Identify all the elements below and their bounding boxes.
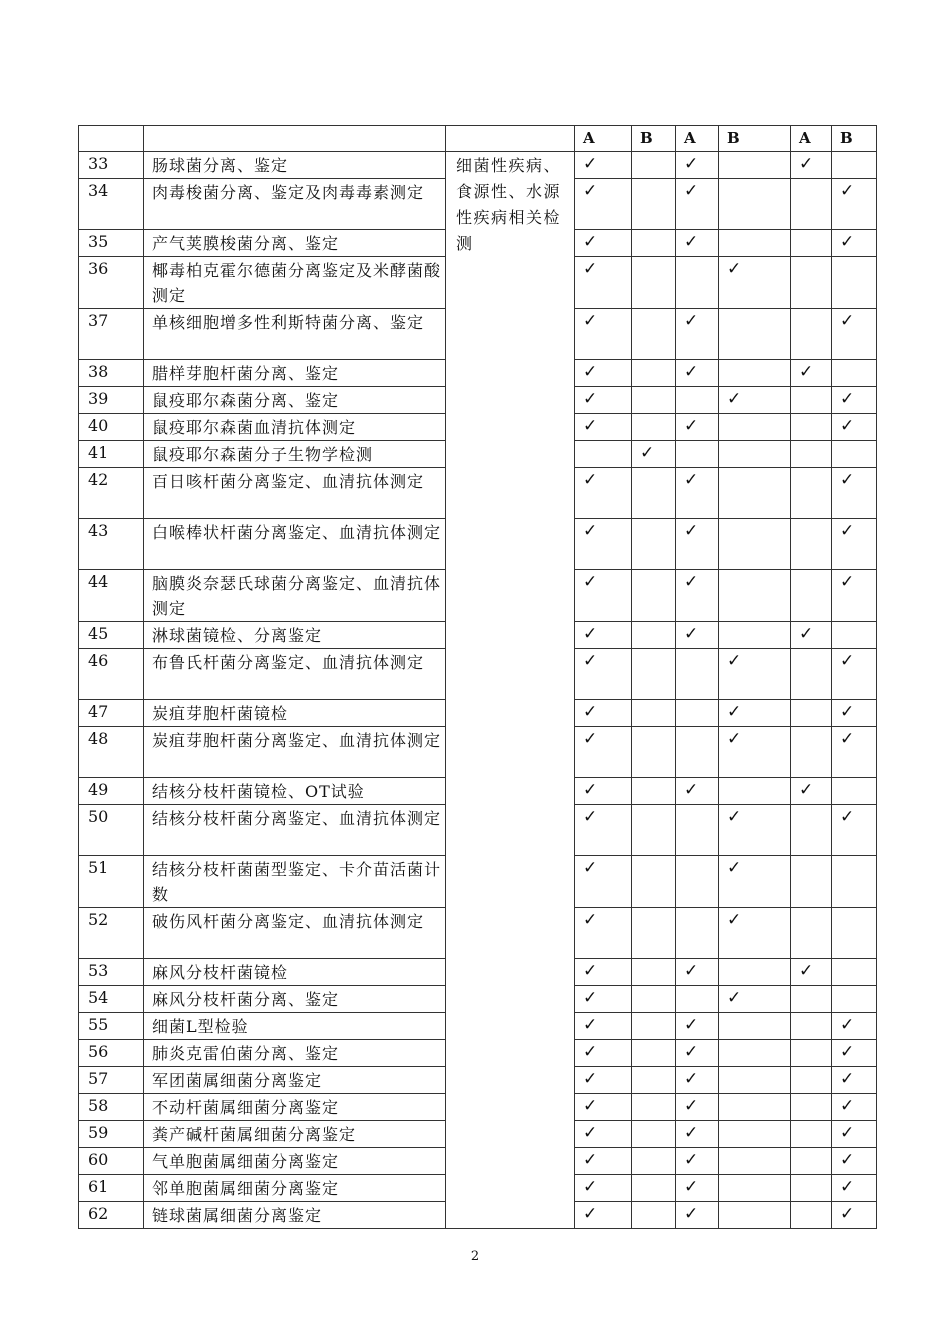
check-mark-cell: ✓ bbox=[791, 360, 832, 387]
row-number: 57 bbox=[79, 1067, 144, 1094]
empty-mark-cell bbox=[676, 986, 719, 1013]
check-mark-cell: ✓ bbox=[832, 700, 877, 727]
check-mark-cell: ✓ bbox=[791, 959, 832, 986]
row-item: 脑膜炎奈瑟氏球菌分离鉴定、血清抗体测定 bbox=[144, 570, 446, 622]
empty-mark-cell bbox=[832, 152, 877, 179]
empty-mark-cell bbox=[719, 622, 791, 649]
empty-mark-cell bbox=[832, 360, 877, 387]
empty-mark-cell bbox=[791, 519, 832, 570]
check-mark-cell: ✓ bbox=[832, 1202, 877, 1229]
check-mark-cell: ✓ bbox=[832, 649, 877, 700]
check-mark-cell: ✓ bbox=[832, 519, 877, 570]
check-mark-cell: ✓ bbox=[575, 908, 632, 959]
check-mark-cell: ✓ bbox=[832, 414, 877, 441]
empty-mark-cell bbox=[676, 257, 719, 309]
empty-mark-cell bbox=[632, 179, 676, 230]
check-mark-cell: ✓ bbox=[719, 727, 791, 778]
empty-mark-cell bbox=[632, 468, 676, 519]
empty-mark-cell bbox=[632, 1202, 676, 1229]
row-item: 麻风分枝杆菌分离、鉴定 bbox=[144, 986, 446, 1013]
table-row bbox=[79, 152, 877, 179]
row-number: 48 bbox=[79, 727, 144, 778]
check-mark-cell: ✓ bbox=[719, 387, 791, 414]
row-number: 37 bbox=[79, 309, 144, 360]
empty-mark-cell bbox=[632, 1013, 676, 1040]
check-mark-cell: ✓ bbox=[676, 468, 719, 519]
empty-mark-cell bbox=[632, 1040, 676, 1067]
header-row bbox=[79, 126, 877, 152]
check-mark-cell: ✓ bbox=[676, 1040, 719, 1067]
check-mark-cell: ✓ bbox=[676, 570, 719, 622]
empty-mark-cell bbox=[791, 986, 832, 1013]
row-number: 34 bbox=[79, 179, 144, 230]
empty-mark-cell bbox=[719, 519, 791, 570]
row-number: 62 bbox=[79, 1202, 144, 1229]
check-mark-cell: ✓ bbox=[676, 179, 719, 230]
empty-mark-cell bbox=[719, 230, 791, 257]
row-number: 45 bbox=[79, 622, 144, 649]
row-item: 炭疽芽胞杆菌分离鉴定、血清抗体测定 bbox=[144, 727, 446, 778]
check-mark-cell: ✓ bbox=[575, 622, 632, 649]
check-mark-cell: ✓ bbox=[575, 649, 632, 700]
empty-mark-cell bbox=[791, 1175, 832, 1202]
empty-mark-cell bbox=[791, 179, 832, 230]
check-mark-cell: ✓ bbox=[676, 360, 719, 387]
check-mark-cell: ✓ bbox=[832, 387, 877, 414]
empty-mark-cell bbox=[676, 700, 719, 727]
check-mark-cell: ✓ bbox=[575, 230, 632, 257]
row-item: 白喉棒状杆菌分离鉴定、血清抗体测定 bbox=[144, 519, 446, 570]
empty-mark-cell bbox=[832, 257, 877, 309]
check-mark-cell: ✓ bbox=[575, 778, 632, 805]
row-number: 60 bbox=[79, 1148, 144, 1175]
empty-mark-cell bbox=[632, 360, 676, 387]
header-category-cell bbox=[446, 126, 575, 152]
check-mark-cell: ✓ bbox=[575, 805, 632, 856]
row-number: 49 bbox=[79, 778, 144, 805]
empty-mark-cell bbox=[791, 1040, 832, 1067]
row-item: 破伤风杆菌分离鉴定、血清抗体测定 bbox=[144, 908, 446, 959]
check-mark-cell: ✓ bbox=[575, 414, 632, 441]
check-mark-cell: ✓ bbox=[575, 1013, 632, 1040]
check-mark-cell: ✓ bbox=[719, 257, 791, 309]
row-number: 54 bbox=[79, 986, 144, 1013]
check-mark-cell: ✓ bbox=[575, 959, 632, 986]
row-number: 35 bbox=[79, 230, 144, 257]
check-mark-cell: ✓ bbox=[791, 778, 832, 805]
check-mark-cell: ✓ bbox=[676, 309, 719, 360]
check-mark-cell: ✓ bbox=[676, 1121, 719, 1148]
row-number: 53 bbox=[79, 959, 144, 986]
row-number: 43 bbox=[79, 519, 144, 570]
empty-mark-cell bbox=[791, 441, 832, 468]
header-item-cell bbox=[144, 126, 446, 152]
check-mark-cell: ✓ bbox=[791, 152, 832, 179]
empty-mark-cell bbox=[632, 414, 676, 441]
empty-mark-cell bbox=[791, 1094, 832, 1121]
row-item: 淋球菌镜检、分离鉴定 bbox=[144, 622, 446, 649]
empty-mark-cell bbox=[791, 414, 832, 441]
check-mark-cell: ✓ bbox=[676, 778, 719, 805]
row-item: 军团菌属细菌分离鉴定 bbox=[144, 1067, 446, 1094]
empty-mark-cell bbox=[832, 959, 877, 986]
empty-mark-cell bbox=[632, 778, 676, 805]
check-mark-cell: ✓ bbox=[575, 468, 632, 519]
empty-mark-cell bbox=[832, 908, 877, 959]
empty-mark-cell bbox=[632, 152, 676, 179]
empty-mark-cell bbox=[791, 257, 832, 309]
empty-mark-cell bbox=[832, 441, 877, 468]
page-number: 2 bbox=[470, 1249, 480, 1264]
check-mark-cell: ✓ bbox=[632, 441, 676, 468]
check-mark-cell: ✓ bbox=[832, 1121, 877, 1148]
empty-mark-cell bbox=[632, 700, 676, 727]
empty-mark-cell bbox=[632, 622, 676, 649]
check-mark-cell: ✓ bbox=[575, 1148, 632, 1175]
empty-mark-cell bbox=[632, 1094, 676, 1121]
empty-mark-cell bbox=[632, 908, 676, 959]
check-mark-cell: ✓ bbox=[575, 727, 632, 778]
row-number: 56 bbox=[79, 1040, 144, 1067]
empty-mark-cell bbox=[632, 257, 676, 309]
empty-mark-cell bbox=[632, 387, 676, 414]
row-item: 肠球菌分离、鉴定 bbox=[144, 152, 446, 179]
empty-mark-cell bbox=[676, 649, 719, 700]
row-number: 51 bbox=[79, 856, 144, 908]
empty-mark-cell bbox=[719, 1202, 791, 1229]
row-number: 40 bbox=[79, 414, 144, 441]
empty-mark-cell bbox=[791, 1067, 832, 1094]
check-mark-cell: ✓ bbox=[832, 230, 877, 257]
check-mark-cell: ✓ bbox=[676, 1067, 719, 1094]
empty-mark-cell bbox=[632, 805, 676, 856]
check-mark-cell: ✓ bbox=[575, 1067, 632, 1094]
empty-mark-cell bbox=[632, 649, 676, 700]
empty-mark-cell bbox=[791, 468, 832, 519]
check-mark-cell: ✓ bbox=[832, 1148, 877, 1175]
row-item: 腊样芽胞杆菌分离、鉴定 bbox=[144, 360, 446, 387]
empty-mark-cell bbox=[632, 1175, 676, 1202]
empty-mark-cell bbox=[791, 649, 832, 700]
empty-mark-cell bbox=[676, 908, 719, 959]
empty-mark-cell bbox=[832, 622, 877, 649]
empty-mark-cell bbox=[632, 1148, 676, 1175]
empty-mark-cell bbox=[719, 468, 791, 519]
check-mark-cell: ✓ bbox=[575, 700, 632, 727]
empty-mark-cell bbox=[832, 856, 877, 908]
row-item: 结核分枝杆菌镜检、OT试验 bbox=[144, 778, 446, 805]
empty-mark-cell bbox=[676, 387, 719, 414]
check-mark-cell: ✓ bbox=[719, 649, 791, 700]
empty-mark-cell bbox=[719, 414, 791, 441]
check-mark-cell: ✓ bbox=[676, 1202, 719, 1229]
row-number: 39 bbox=[79, 387, 144, 414]
row-item: 肉毒梭菌分离、鉴定及肉毒毒素测定 bbox=[144, 179, 446, 230]
empty-mark-cell bbox=[832, 778, 877, 805]
row-item: 邻单胞菌属细菌分离鉴定 bbox=[144, 1175, 446, 1202]
check-mark-cell: ✓ bbox=[676, 414, 719, 441]
empty-mark-cell bbox=[719, 179, 791, 230]
row-number: 47 bbox=[79, 700, 144, 727]
check-mark-cell: ✓ bbox=[575, 387, 632, 414]
check-mark-cell: ✓ bbox=[676, 152, 719, 179]
row-item: 鼠疫耶尔森菌血清抗体测定 bbox=[144, 414, 446, 441]
row-number: 58 bbox=[79, 1094, 144, 1121]
row-item: 结核分枝杆菌菌型鉴定、卡介苗活菌计数 bbox=[144, 856, 446, 908]
empty-mark-cell bbox=[719, 441, 791, 468]
empty-mark-cell bbox=[676, 441, 719, 468]
check-mark-cell: ✓ bbox=[676, 1148, 719, 1175]
row-number: 59 bbox=[79, 1121, 144, 1148]
empty-mark-cell bbox=[719, 1175, 791, 1202]
empty-mark-cell bbox=[791, 570, 832, 622]
empty-mark-cell bbox=[791, 727, 832, 778]
row-number: 42 bbox=[79, 468, 144, 519]
row-number: 50 bbox=[79, 805, 144, 856]
category-cell: 细菌性疾病、食源性、水源性疾病相关检测 bbox=[446, 152, 575, 1229]
empty-mark-cell bbox=[676, 856, 719, 908]
check-mark-cell: ✓ bbox=[719, 986, 791, 1013]
row-item: 粪产碱杆菌属细菌分离鉴定 bbox=[144, 1121, 446, 1148]
empty-mark-cell bbox=[676, 727, 719, 778]
check-mark-cell: ✓ bbox=[575, 1175, 632, 1202]
check-mark-cell: ✓ bbox=[575, 257, 632, 309]
empty-mark-cell bbox=[632, 309, 676, 360]
empty-mark-cell bbox=[575, 441, 632, 468]
row-item: 产气荚膜梭菌分离、鉴定 bbox=[144, 230, 446, 257]
row-item: 链球菌属细菌分离鉴定 bbox=[144, 1202, 446, 1229]
check-mark-cell: ✓ bbox=[676, 1175, 719, 1202]
empty-mark-cell bbox=[719, 1121, 791, 1148]
check-mark-cell: ✓ bbox=[791, 622, 832, 649]
check-mark-cell: ✓ bbox=[575, 856, 632, 908]
empty-mark-cell bbox=[719, 570, 791, 622]
check-mark-cell: ✓ bbox=[832, 1175, 877, 1202]
check-mark-cell: ✓ bbox=[832, 179, 877, 230]
check-mark-cell: ✓ bbox=[676, 959, 719, 986]
empty-mark-cell bbox=[719, 959, 791, 986]
check-mark-cell: ✓ bbox=[575, 986, 632, 1013]
empty-mark-cell bbox=[832, 986, 877, 1013]
check-mark-cell: ✓ bbox=[575, 519, 632, 570]
check-mark-cell: ✓ bbox=[575, 1040, 632, 1067]
check-mark-cell: ✓ bbox=[676, 1013, 719, 1040]
check-mark-cell: ✓ bbox=[575, 1202, 632, 1229]
check-mark-cell: ✓ bbox=[832, 1094, 877, 1121]
header-col-a1: A bbox=[575, 126, 632, 152]
check-mark-cell: ✓ bbox=[575, 309, 632, 360]
row-item: 气单胞菌属细菌分离鉴定 bbox=[144, 1148, 446, 1175]
empty-mark-cell bbox=[791, 805, 832, 856]
row-item: 布鲁氏杆菌分离鉴定、血清抗体测定 bbox=[144, 649, 446, 700]
check-mark-cell: ✓ bbox=[719, 805, 791, 856]
check-mark-cell: ✓ bbox=[676, 230, 719, 257]
header-col-b3: B bbox=[832, 126, 877, 152]
header-col-a3: A bbox=[791, 126, 832, 152]
check-mark-cell: ✓ bbox=[832, 1013, 877, 1040]
empty-mark-cell bbox=[632, 727, 676, 778]
check-mark-cell: ✓ bbox=[832, 1067, 877, 1094]
empty-mark-cell bbox=[632, 519, 676, 570]
check-mark-cell: ✓ bbox=[676, 1094, 719, 1121]
check-mark-cell: ✓ bbox=[676, 622, 719, 649]
row-number: 52 bbox=[79, 908, 144, 959]
empty-mark-cell bbox=[719, 778, 791, 805]
check-mark-cell: ✓ bbox=[832, 805, 877, 856]
capability-table bbox=[78, 125, 877, 1229]
row-number: 44 bbox=[79, 570, 144, 622]
empty-mark-cell bbox=[719, 360, 791, 387]
empty-mark-cell bbox=[791, 700, 832, 727]
empty-mark-cell bbox=[632, 570, 676, 622]
empty-mark-cell bbox=[791, 1013, 832, 1040]
check-mark-cell: ✓ bbox=[575, 570, 632, 622]
row-item: 椰毒柏克霍尔德菌分离鉴定及米酵菌酸测定 bbox=[144, 257, 446, 309]
check-mark-cell: ✓ bbox=[575, 152, 632, 179]
empty-mark-cell bbox=[632, 856, 676, 908]
empty-mark-cell bbox=[719, 309, 791, 360]
check-mark-cell: ✓ bbox=[676, 519, 719, 570]
header-num-cell bbox=[79, 126, 144, 152]
check-mark-cell: ✓ bbox=[832, 468, 877, 519]
empty-mark-cell bbox=[632, 1067, 676, 1094]
empty-mark-cell bbox=[719, 1067, 791, 1094]
empty-mark-cell bbox=[791, 1202, 832, 1229]
empty-mark-cell bbox=[791, 1121, 832, 1148]
header-col-b1: B bbox=[632, 126, 676, 152]
empty-mark-cell bbox=[719, 1094, 791, 1121]
row-number: 55 bbox=[79, 1013, 144, 1040]
row-number: 36 bbox=[79, 257, 144, 309]
row-item: 肺炎克雷伯菌分离、鉴定 bbox=[144, 1040, 446, 1067]
empty-mark-cell bbox=[791, 856, 832, 908]
row-item: 不动杆菌属细菌分离鉴定 bbox=[144, 1094, 446, 1121]
empty-mark-cell bbox=[791, 1148, 832, 1175]
row-item: 细菌L型检验 bbox=[144, 1013, 446, 1040]
row-item: 鼠疫耶尔森菌分子生物学检测 bbox=[144, 441, 446, 468]
empty-mark-cell bbox=[719, 1148, 791, 1175]
check-mark-cell: ✓ bbox=[575, 360, 632, 387]
row-item: 单核细胞增多性利斯特菌分离、鉴定 bbox=[144, 309, 446, 360]
empty-mark-cell bbox=[676, 805, 719, 856]
check-mark-cell: ✓ bbox=[719, 700, 791, 727]
header-col-a2: A bbox=[676, 126, 719, 152]
empty-mark-cell bbox=[791, 387, 832, 414]
check-mark-cell: ✓ bbox=[832, 570, 877, 622]
empty-mark-cell bbox=[719, 1013, 791, 1040]
empty-mark-cell bbox=[719, 1040, 791, 1067]
row-item: 炭疽芽胞杆菌镜检 bbox=[144, 700, 446, 727]
check-mark-cell: ✓ bbox=[719, 908, 791, 959]
row-number: 38 bbox=[79, 360, 144, 387]
empty-mark-cell bbox=[791, 908, 832, 959]
row-item: 鼠疫耶尔森菌分离、鉴定 bbox=[144, 387, 446, 414]
check-mark-cell: ✓ bbox=[575, 179, 632, 230]
check-mark-cell: ✓ bbox=[832, 309, 877, 360]
empty-mark-cell bbox=[632, 1121, 676, 1148]
row-item: 麻风分枝杆菌镜检 bbox=[144, 959, 446, 986]
row-item: 结核分枝杆菌分离鉴定、血清抗体测定 bbox=[144, 805, 446, 856]
check-mark-cell: ✓ bbox=[719, 856, 791, 908]
empty-mark-cell bbox=[791, 230, 832, 257]
empty-mark-cell bbox=[632, 959, 676, 986]
row-number: 41 bbox=[79, 441, 144, 468]
row-item: 百日咳杆菌分离鉴定、血清抗体测定 bbox=[144, 468, 446, 519]
row-number: 61 bbox=[79, 1175, 144, 1202]
row-number: 46 bbox=[79, 649, 144, 700]
empty-mark-cell bbox=[791, 309, 832, 360]
row-number: 33 bbox=[79, 152, 144, 179]
empty-mark-cell bbox=[719, 152, 791, 179]
header-col-b2: B bbox=[719, 126, 791, 152]
check-mark-cell: ✓ bbox=[575, 1121, 632, 1148]
check-mark-cell: ✓ bbox=[832, 727, 877, 778]
empty-mark-cell bbox=[632, 230, 676, 257]
empty-mark-cell bbox=[632, 986, 676, 1013]
check-mark-cell: ✓ bbox=[832, 1040, 877, 1067]
check-mark-cell: ✓ bbox=[575, 1094, 632, 1121]
